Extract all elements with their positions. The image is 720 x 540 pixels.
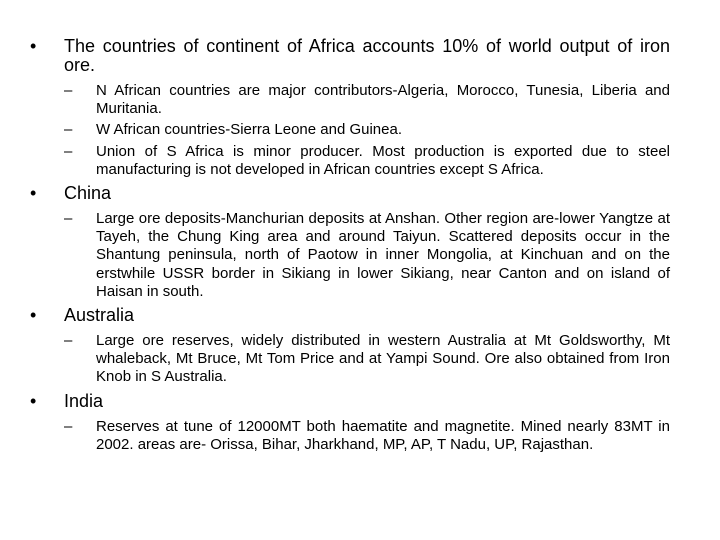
dash-marker: – <box>64 142 73 160</box>
bullet-text: India <box>64 390 104 411</box>
bullet-text: China <box>64 183 112 204</box>
sub-bullet-list <box>64 332 670 387</box>
dash-marker: – <box>64 417 73 435</box>
dash-marker: – <box>64 332 73 350</box>
sub-bullet-item <box>64 332 670 387</box>
bullet-marker: • <box>30 305 37 326</box>
bullet-item <box>30 37 670 75</box>
dash-marker: – <box>64 121 73 139</box>
bullet-text: The countries of continent of Africa accounts 10% of world output of iron ore. <box>64 36 670 75</box>
dash-marker: – <box>64 82 73 99</box>
bullet-group-africa <box>30 37 670 179</box>
bullet-marker: • <box>30 36 37 56</box>
bullet-marker: • <box>30 390 37 411</box>
bullet-item <box>30 306 670 325</box>
bullet-item <box>30 392 670 411</box>
bullet-group-india <box>30 392 670 454</box>
sub-bullet-item <box>64 418 670 454</box>
sub-bullet-text: Large ore deposits-Manchurian deposits at Anshan. Other region are-lower Yangtze at Tayeh, the Chung King area and around Taiyun. Scattered deposits occur in the Shantung peninsula, north of Paotow in inner Mongolia, at Kinchuan and on the erstwhile USSR border in Sikiang in lower Sikiang, near Canton and on island of Haisan in south. <box>96 210 670 300</box>
sub-bullet-item <box>64 82 670 118</box>
sub-bullet-list <box>64 210 670 301</box>
sub-bullet-list <box>64 82 670 179</box>
bullet-item <box>30 184 670 203</box>
bullet-list <box>30 37 670 457</box>
bullet-group-australia <box>30 306 670 387</box>
sub-bullet-text: N African countries are major contributors-Algeria, Morocco, Tunesia, Liberia and Muritania. <box>96 82 670 118</box>
bullet-marker: • <box>30 183 37 204</box>
sub-bullet-text: Large ore reserves, widely distributed in western Australia at Mt Goldsworthy, Mt whaleback, Mt Bruce, Mt Tom Price and at Yampi Sound. Ore also obtained from Iron Knob in S Australia. <box>96 332 670 386</box>
sub-bullet-text: Union of S Africa is minor producer. Most production is exported due to steel manufacturing is not developed in African countries except S Africa. <box>96 142 670 178</box>
dash-marker: – <box>64 210 73 228</box>
sub-bullet-item <box>64 121 670 139</box>
sub-bullet-text: Reserves at tune of 12000MT both haematite and magnetite. Mined nearly 83MT in 2002. areas are- Orissa, Bihar, Jharkhand, MP, AP, T Nadu, UP, Rajasthan. <box>96 417 670 453</box>
sub-bullet-list <box>64 418 670 454</box>
sub-bullet-item <box>64 143 670 179</box>
bullet-text: Australia <box>64 305 135 326</box>
bullet-group-china <box>30 184 670 301</box>
sub-bullet-text: W African countries-Sierra Leone and Guinea. <box>96 121 402 139</box>
sub-bullet-item <box>64 210 670 301</box>
